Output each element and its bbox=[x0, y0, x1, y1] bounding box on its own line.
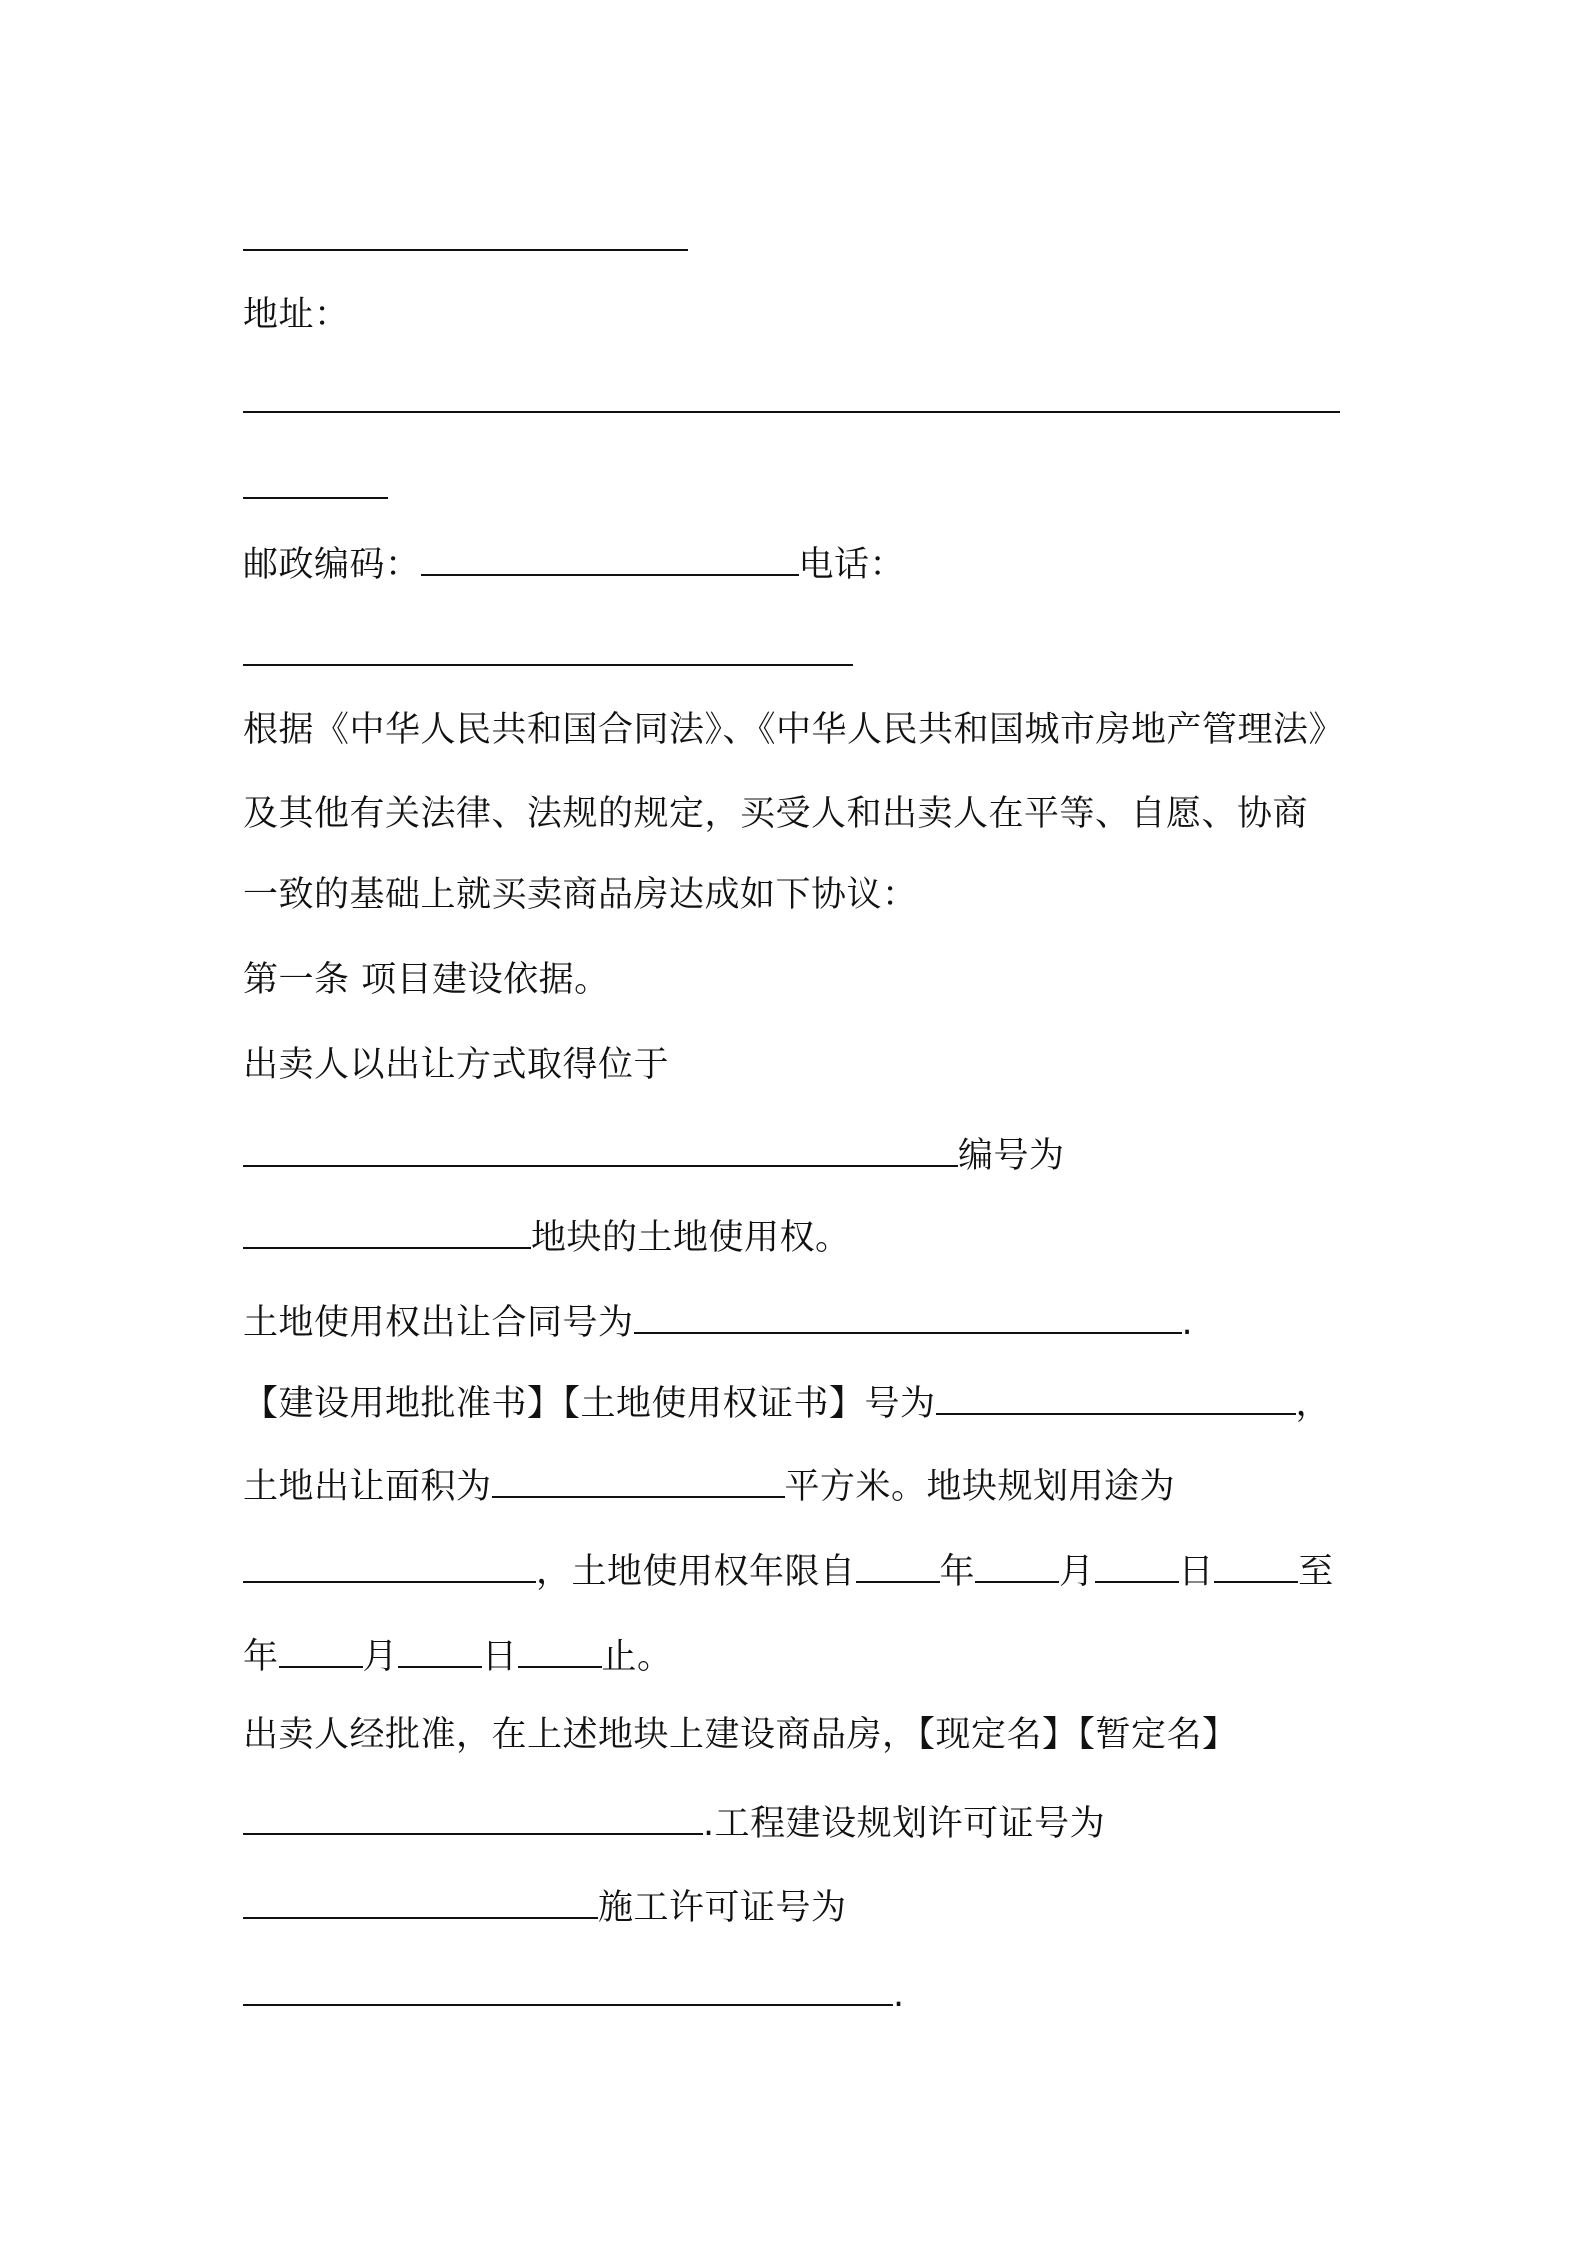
construction-permit-label: 施工许可证号为 bbox=[598, 1888, 847, 1928]
postal-phone-line bbox=[243, 540, 905, 587]
final-period: . bbox=[893, 1975, 905, 2015]
address-blank-line-2 bbox=[243, 463, 388, 510]
parcel-number-blank[interactable] bbox=[243, 1213, 531, 1249]
day-label: 日 bbox=[1178, 1552, 1215, 1592]
preamble-text-1: 根据《中华人民共和国合同法》、《中华人民共和国城市房地产管理法》 bbox=[243, 710, 1345, 750]
transfer-contract-label: 土地使用权出让合同号为 bbox=[243, 1303, 634, 1343]
year-label: 年 bbox=[939, 1552, 976, 1592]
article-1-title: 第一条 项目建设依据。 bbox=[243, 960, 610, 1000]
planning-permit-label: .工程建设规划许可证号为 bbox=[703, 1804, 1106, 1844]
end-day-blank[interactable] bbox=[398, 1632, 482, 1668]
parcel-number-line bbox=[243, 1213, 851, 1260]
approval-line bbox=[243, 1713, 1238, 1757]
address-line bbox=[243, 293, 350, 337]
start-day-blank[interactable] bbox=[1095, 1547, 1179, 1583]
preamble-line-1 bbox=[243, 708, 1344, 752]
sqm-purpose-text: 平方米。地块规划用途为 bbox=[784, 1467, 1176, 1507]
address-label: 地址： bbox=[243, 295, 350, 335]
approval-text: 出卖人经批准，在上述地块上建设商品房，【现定名】【暂定名】 bbox=[243, 1715, 1238, 1755]
end-day-label: 日 bbox=[482, 1637, 518, 1677]
address-blank-line bbox=[243, 377, 1340, 424]
end-month-blank[interactable] bbox=[279, 1632, 363, 1668]
end-extra-blank[interactable] bbox=[518, 1632, 602, 1668]
permit-blank[interactable] bbox=[936, 1379, 1296, 1415]
number-as-text: 编号为 bbox=[958, 1136, 1065, 1176]
location-line bbox=[243, 1131, 1065, 1178]
period-mark: . bbox=[1181, 1303, 1194, 1343]
transfer-area-blank[interactable] bbox=[492, 1462, 785, 1498]
preamble-text-3: 一致的基础上就买卖商品房达成如下协议： bbox=[243, 875, 918, 915]
phone-blank[interactable] bbox=[243, 630, 853, 666]
location-blank[interactable] bbox=[243, 1131, 958, 1167]
transfer-contract-line bbox=[243, 1298, 1193, 1345]
end-month-label: 月 bbox=[362, 1637, 399, 1677]
construction-permit-line bbox=[243, 1883, 847, 1930]
postal-blank[interactable] bbox=[421, 540, 799, 576]
address-blank-2[interactable] bbox=[243, 463, 388, 499]
transfer-contract-blank[interactable] bbox=[634, 1298, 1182, 1334]
to-label: 至 bbox=[1298, 1552, 1334, 1592]
phone-blank-line bbox=[243, 630, 853, 677]
land-term-end-line bbox=[243, 1632, 673, 1679]
purpose-blank[interactable] bbox=[243, 1547, 536, 1583]
blank-line-1 bbox=[243, 215, 688, 262]
planning-permit-line bbox=[243, 1799, 1105, 1846]
phone-label: 电话： bbox=[798, 545, 906, 585]
transfer-area-label: 土地出让面积为 bbox=[243, 1467, 492, 1507]
land-term-line bbox=[243, 1547, 1334, 1594]
article-1-heading bbox=[243, 958, 610, 1002]
land-use-right-text: 地块的土地使用权。 bbox=[531, 1218, 851, 1258]
project-name-blank[interactable] bbox=[243, 1799, 703, 1835]
address-blank[interactable] bbox=[243, 377, 1340, 413]
permit-label: 【建设用地批准书】【土地使用权证书】号为 bbox=[243, 1384, 936, 1424]
term-from-text: ，土地使用权年限自 bbox=[536, 1552, 856, 1592]
construction-permit-blank-line bbox=[243, 1970, 905, 2017]
preamble-line-3 bbox=[243, 873, 918, 917]
land-intro-text: 出卖人以出让方式取得位于 bbox=[243, 1045, 670, 1085]
fill-blank[interactable] bbox=[243, 215, 688, 251]
preamble-text-2: 及其他有关法律、法规的规定，买受人和出卖人在平等、自愿、协商 bbox=[243, 794, 1309, 834]
permit-line bbox=[243, 1379, 1331, 1426]
comma-mark: ， bbox=[1295, 1384, 1332, 1424]
month-label: 月 bbox=[1059, 1552, 1095, 1592]
start-extra-blank[interactable] bbox=[1214, 1547, 1298, 1583]
end-year-label: 年 bbox=[243, 1637, 279, 1677]
until-label: 止。 bbox=[601, 1637, 673, 1677]
transfer-area-line bbox=[243, 1462, 1175, 1509]
postal-label: 邮政编码： bbox=[243, 545, 421, 585]
start-year-blank[interactable] bbox=[856, 1547, 940, 1583]
preamble-line-2 bbox=[243, 792, 1308, 836]
planning-permit-blank[interactable] bbox=[243, 1883, 598, 1919]
construction-permit-blank[interactable] bbox=[243, 1970, 893, 2006]
start-month-blank[interactable] bbox=[975, 1547, 1059, 1583]
land-intro-line bbox=[243, 1043, 669, 1087]
